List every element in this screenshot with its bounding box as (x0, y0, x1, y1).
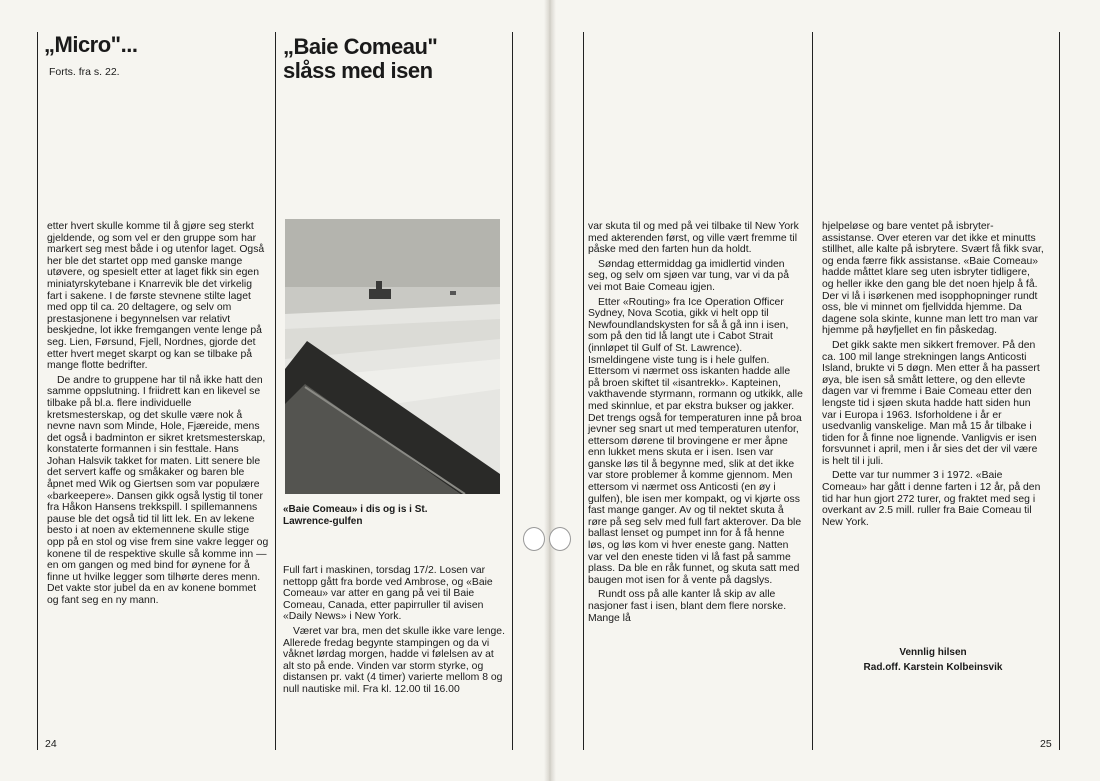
paragraph: Full fart i maskinen, torsdag 17/2. Losen var nettopp gått fra borde ved Ambrose, og «Baie Comeau» var atter en gang på vei til Baie Comeau, Canada, etter papirruller til avisen «Daily News» i New York. (283, 565, 493, 623)
paragraph: hjelpeløse og bare ventet på isbryter-assistanse. Over eteren var det ikke et minutts stillhet, alle kalte på isbrytere. Svært få fikk svar, og enda færre fikk assistanse. «Baie Comeau» hadde måttet klare seg uten isbryter tidligere, og heller ikke den gang ble det noen hjelp å få. Der vi lå i isørkenen med isopphopninger rundt oss, ble vi minnet om fjellvidda hjemme. Da dagene sola skinte, kunne man lett tro man var hjemme på høyfjellet en fin påskedag. (822, 221, 1044, 337)
signature-name: Rad.off. Karstein Kolbeinsvik (863, 662, 1003, 673)
signature-greeting: Vennlig hilsen (899, 647, 967, 658)
right-page (550, 0, 1100, 781)
paragraph: Søndag ettermiddag ga imidlertid vinden seg, og selv om sjøen var tung, var vi da på vei mot Baie Comeau igjen. (588, 258, 789, 293)
binding-hole (523, 527, 545, 551)
column-rule (1059, 32, 1060, 750)
photo-illustration (285, 219, 500, 494)
micro-continued-from: Forts. fra s. 22. (49, 66, 120, 78)
paragraph: De andre to gruppene har til nå ikke hatt den samme oppslutning. I friidrett kan en likevel se tilbake på bl.a. flere individuelle kretsmesterskap, og det skulle være nok å nevne navn som Minde, Hole, Fjæreide, mens det også i badminton er sikret kretsmesterskap, konstaterte formannen i sin festtale. Hans Johan Halsvik takket for maten. Litt senere ble det servert kaffe og småkaker og baren ble åpnet med Wik og Giertsen som var populære «barkeepere». Dansen gikk også lystig til toner fra Håkon Hansens trekkspill. I spillemannens pause ble det også tid til litt lek. En av lekene besto i at noen av ektemennene skulle stige opp på en stol og vise frem sine vakre legger og konene til de respektive skulle så komme inn — en om gangen og med bind for øynene for å finne ut hvilke legger som tilhørte deres menn. Det vakte stor jubel da en av konene bommet og fant seg en ny mann. (47, 374, 269, 606)
column-rule (583, 32, 584, 750)
paragraph: Etter «Routing» fra Ice Operation Officer Sydney, Nova Scotia, gikk vi helt opp til Newfoundlandskysten for så å gå inn i isen, som på den tid lå langt ute i Cabot Strait (innløpet til Gulf of St. Lawrence). Ismeldingene viste tung is i hele gulfen. Ettersom vi nærmet oss iskanten hadde alle på broen skiftet til «isantrekk». Kapteinen, vakthavende styrmann, rormann og utkikk, alle med skinnlue, et par ekstra bukser og jakker. Det trengs også for temperaturen inne på broa jevner seg snart ut med temperaturen utenfor, ettersom dørene til brovingene er mer åpne enn lukket mens skuta er i isen. Isen var ganske løs til å begynne med, slik at det ikke var store problemer å komme gjennom. Men ettersom vi nærmet oss Anticosti (en øy i gulfen), ble isen mer kompakt, og vi kjørte oss fast mange ganger. Av og til nektet skuta å røre på seg selv med full fart akterover. Da ble ballast lenset og pumpet inn for å få henne løs, og løs kom vi hver eneste gang. Natten var vel den eneste tiden vi lå fast på samme plass. Da ble en råk funnet, og skuta satt med baugen mot isen for å vente på dagslys. (588, 296, 803, 586)
baie-headline-line2: slåss med isen (283, 58, 433, 83)
column-rule (512, 32, 513, 750)
baie-article-body-col1 (283, 565, 505, 699)
page-number: 24 (45, 738, 57, 750)
page-gutter (544, 0, 556, 781)
column-rule (37, 32, 38, 750)
ship-in-ice-photo (285, 219, 500, 494)
baie-article-body-col2 (588, 221, 804, 627)
micro-headline: „Micro"... (44, 32, 138, 57)
binding-hole (549, 527, 571, 551)
baie-article-body-col3 (822, 221, 1044, 531)
paragraph: Været var bra, men det skulle ikke vare lenge. Allerede fredag begynte stampingen og da vi våknet lørdag morgen, hadde vi følelsen av at alt sto på ende. Vinden var storm styrke, og distansen pr. vakt (4 timer) varierte mellom 8 og null nautiske mil. Fra kl. 12.00 til 16.00 (283, 625, 505, 695)
baie-headline-line1: „Baie Comeau" (283, 34, 438, 59)
paragraph: var skuta til og med på vei tilbake til New York med akterenden først, og ville vært fremme til påske med den farten hun da holdt. (588, 221, 799, 256)
micro-article-body (47, 221, 269, 610)
column-rule (275, 32, 276, 750)
paragraph: Dette var tur nummer 3 i 1972. «Baie Comeau» har gått i denne farten i 12 år, på den tid har hun gjort 272 turer, og fraktet med seg i overkant av 2.5 mill. ruller fra Baie Comeau til New York. (822, 470, 1041, 528)
column-rule (812, 32, 813, 750)
paragraph: Det gikk sakte men sikkert fremover. På den ca. 100 mil lange strekningen langs Anticosti Island, brukte vi 5 døgn. Men etter å ha passert øya, ble isen så smått lettere, og den ellevte dagen var vi fremme i Baie Comeau etter den lengste tid i sjøen skuta hadde hatt siden hun var i Europa i 1963. Isforholdene i år er usedvanlig vanskelige. Man må 15 år tilbake i tiden for å finne noe lignende. Vanligvis er isen forsvunnet i april, men i år sies det der vil være is helt til i juli. (822, 339, 1040, 467)
photo-caption: «Baie Comeau» i dis og is i St. Lawrence-gulfen (283, 504, 428, 527)
paragraph: etter hvert skulle komme til å gjøre seg sterkt gjeldende, og som vel er den gruppe som har markert seg mest både i og utenfor laget. Også her ble det startet opp med ganske mange utøvere, og spesielt etter at laget fikk sin egen miniatyrskytebane i Knarrevik ble det virkelig fart i sakene. I de første stevnene stilte laget med opp til ca. 20 deltagere, og selv om prestasjonene i begynnelsen var relativt beskjedne, lot ikke fremgangen vente lenge på seg. Lien, Førsund, Fjell, Nordnes, gjorde det etter hvert meget skarpt og kan se tilbake på mange flotte bedrifter. (47, 221, 265, 372)
page-number: 25 (1040, 738, 1052, 750)
paragraph: Rundt oss på alle kanter lå skip av alle nasjoner fast i isen, blant dem flere norske. Mange lå (588, 589, 787, 624)
